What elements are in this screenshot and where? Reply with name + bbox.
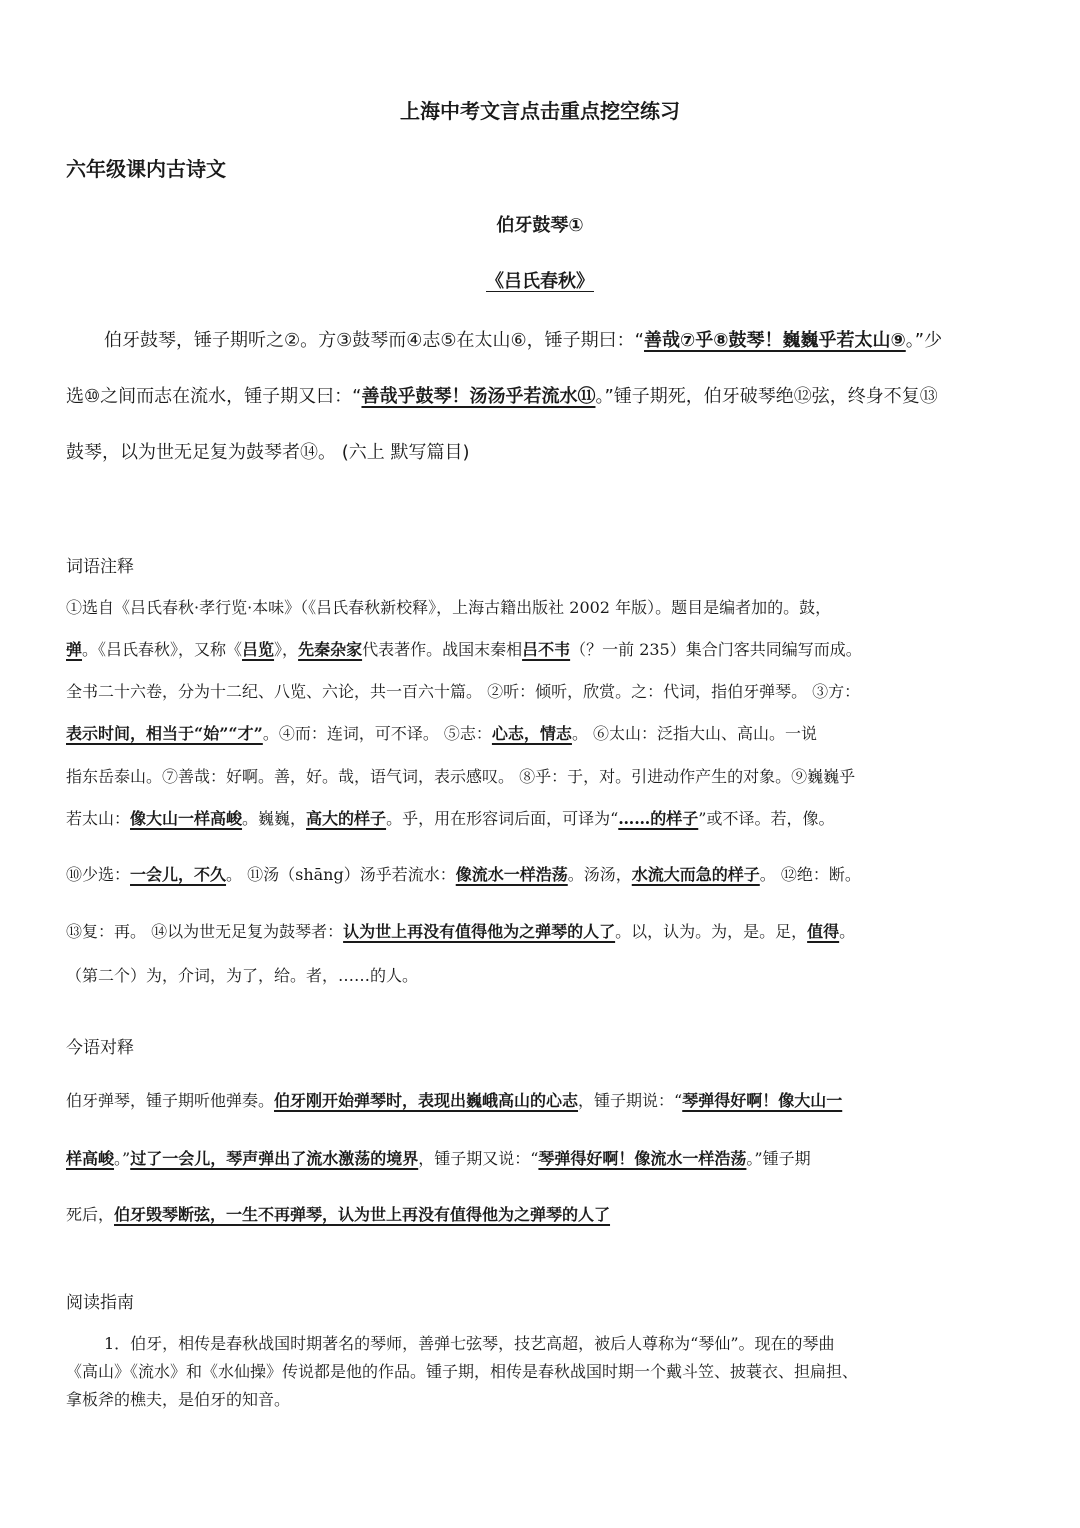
answer-underlined-text: 样高峻: [66, 1149, 115, 1168]
answer-underlined-text: 善哉⑦乎⑧鼓琴！巍巍乎若太山⑨: [644, 330, 906, 351]
text-segment: 》，: [274, 640, 299, 659]
note-line: [66, 721, 817, 744]
note-line: [66, 764, 855, 787]
text-segment: 。”少: [905, 330, 943, 351]
answer-underlined-text: 伯牙刚开始弹琴时，表现出巍峨高山的心志: [274, 1091, 579, 1110]
answer-underlined-text: 伯牙毁琴断弦，一生不再弹琴，认为世上再没有值得他为之弹琴的人了: [114, 1205, 611, 1224]
text-segment: 。《吕氏春秋》，又称《: [82, 640, 243, 659]
document-title: 上海中考文言点击重点挖空练习: [400, 99, 680, 123]
text-segment: 。”: [114, 1149, 131, 1168]
answer-underlined-text: 像流水一样浩荡: [455, 865, 568, 884]
text-segment: 代表著作。战国末秦相: [362, 640, 523, 659]
text-segment: 。 ⑫绝：断。: [759, 865, 861, 884]
note-line: [66, 637, 862, 660]
text-segment: 选⑩之间而志在流水，锺子期又曰：“: [66, 386, 362, 407]
note-line: [66, 595, 831, 618]
note-line: [66, 963, 418, 986]
text-segment: 。巍巍，: [242, 809, 307, 828]
note-line: [66, 806, 834, 829]
passage-line: [66, 382, 938, 408]
text-segment: ⑬复：再。 ⑭以为世无足复为鼓琴者：: [66, 922, 344, 941]
note-line: [66, 919, 855, 942]
text-segment: 伯牙鼓琴，锤子期听之②。方③鼓琴而④志⑤在太山⑥，锤子期曰：“: [104, 330, 645, 351]
answer-underlined-text: 先秦杂家: [298, 640, 363, 659]
answer-underlined-text: 值得: [807, 922, 840, 941]
guide-line: [66, 1387, 290, 1410]
answer-underlined-text: 过了一会儿，琴声弹出了流水激荡的境界: [130, 1149, 419, 1168]
text-segment: 指东岳泰山。⑦善哉：好啊。善，好。哉，语气词，表示感叹。 ⑧乎：于，对。引进动作产生的对象。⑨巍巍乎: [66, 767, 856, 786]
answer-underlined-text: 高大的样子: [306, 809, 387, 828]
text-segment: 。以，认为。为，是。足，: [615, 922, 808, 941]
text-segment: ”或不译。若，像。: [698, 809, 835, 828]
answer-underlined-text: 心志，情志: [491, 724, 572, 743]
answer-underlined-text: 善哉乎鼓琴！汤汤乎若流水⑪: [361, 386, 596, 407]
guide-line: [104, 1331, 835, 1354]
section-grade-heading: 六年级课内古诗文: [66, 157, 226, 181]
text-segment: ，锺子期说：“: [578, 1091, 683, 1110]
translation-line: [66, 1088, 842, 1111]
poem-title: 伯牙鼓琴①: [496, 215, 584, 236]
translation-heading: 今语对释: [66, 1038, 134, 1058]
text-segment: 。”锺子期死，伯牙破琴绝⑫弦，终身不复⑬: [595, 386, 938, 407]
text-segment: 。乎，用在形容词后面，可译为“: [386, 809, 619, 828]
answer-underlined-text: ……的样子: [618, 809, 699, 828]
text-segment: （？一前 235）集合门客共同编写而成。: [570, 640, 862, 659]
answer-underlined-text: 水流大而急的样子: [631, 865, 760, 884]
passage-line: [66, 438, 470, 464]
answer-underlined-text: 表示时间，相当于“始”“才”: [66, 724, 263, 743]
text-segment: 伯牙弹琴，锺子期听他弹奏。: [66, 1091, 275, 1110]
answer-underlined-text: 认为世上再没有值得他为之弹琴的人了: [343, 922, 616, 941]
text-segment: 全书二十六卷，分为十二纪、八览、六论，共一百六十篇。 ②听：倾听，欣赏。之：代词，指伯牙弹琴。 ③方：: [66, 682, 861, 701]
guide-line: [66, 1359, 858, 1382]
notes-heading: 词语注释: [66, 557, 134, 577]
text-segment: 若太山：: [66, 809, 131, 828]
text-segment: 。汤汤，: [567, 865, 632, 884]
passage-line: [104, 326, 942, 352]
poem-source: 《吕氏春秋》: [486, 271, 594, 292]
note-line: [66, 862, 861, 885]
text-segment: 死后，: [66, 1205, 115, 1224]
text-segment: 拿板斧的樵夫，是伯牙的知音。: [66, 1390, 291, 1409]
text-segment: 。④而：连词，可不译。 ⑤志：: [262, 724, 492, 743]
answer-underlined-text: 像大山一样高峻: [130, 809, 243, 828]
text-segment: 1．伯牙，相传是春秋战国时期著名的琴师，善弹七弦琴，技艺高超，被后人尊称为“琴仙”。现在的琴曲: [104, 1334, 835, 1353]
answer-underlined-text: 弹: [66, 640, 83, 659]
text-segment: ①选自《吕氏春秋·孝行览·本味》（《吕氏春秋新校释》，上海古籍出版社 2002 年版）。题目是编者加的。鼓，: [66, 598, 832, 617]
text-segment: （第二个）为，介词，为了，给。者，……的人。: [66, 966, 419, 985]
text-segment: 。 ⑥太山：泛指大山、高山。一说: [571, 724, 818, 743]
guide-heading: 阅读指南: [66, 1293, 134, 1313]
text-segment: 。 ⑪汤（shāng）汤乎若流水：: [226, 865, 456, 884]
answer-underlined-text: 吕览: [242, 640, 275, 659]
text-segment: 。”锺子期: [746, 1149, 811, 1168]
answer-underlined-text: 琴弹得好啊！像流水一样浩荡: [538, 1149, 747, 1168]
text-segment: 。: [839, 922, 856, 941]
text-segment: ，锺子期又说：“: [418, 1149, 539, 1168]
answer-underlined-text: 一会儿，不久: [130, 865, 227, 884]
text-segment: 鼓琴，以为世无足复为鼓琴者⑭。 (六上 默写篇目): [66, 442, 470, 463]
note-line: [66, 679, 860, 702]
translation-line: [66, 1202, 610, 1225]
text-segment: ⑩少选：: [66, 865, 131, 884]
translation-line: [66, 1146, 811, 1169]
answer-underlined-text: 吕不韦: [522, 640, 571, 659]
answer-underlined-text: 琴弹得好啊！像大山一: [682, 1091, 843, 1110]
text-segment: 《高山》《流水》和《水仙操》传说都是他的作品。锺子期，相传是春秋战国时期一个戴斗笠、披蓑衣、担扁担、: [66, 1362, 859, 1381]
